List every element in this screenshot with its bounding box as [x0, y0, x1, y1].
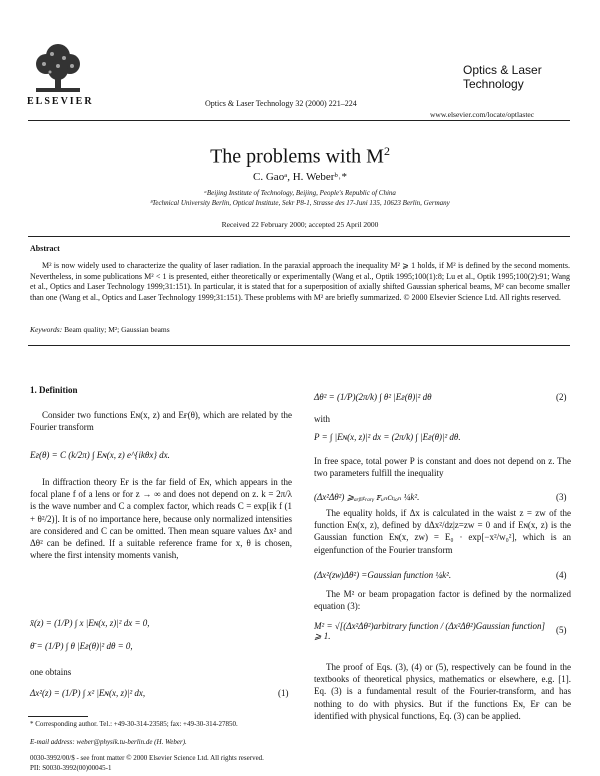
equation-thetabar: θ̄ = (1/P) ∫ θ |Eғ(θ)|² dθ = 0,	[30, 641, 133, 651]
paper-authors: C. Gaoᵃ, H. Weberᵇ˒*	[253, 171, 347, 183]
affiliation-b: ᵇTechnical University Berlin, Optical Institute, Sekr P8-1, Strasse des 17-Juni 135, 10623 Berlin, Germany	[150, 199, 450, 207]
publisher-name: ELSEVIER	[27, 96, 94, 107]
footnote-email: E-mail address: weber@physik.tu-berlin.de (H. Weber).	[30, 738, 187, 746]
equation-2-number: (2)	[556, 392, 567, 402]
equation-5: M² = √[(Δx²Δθ²)arbitrary function / (Δx²Δθ²)Gaussian function] ⩾ 1.	[314, 621, 545, 641]
abstract-heading: Abstract	[30, 244, 60, 253]
right-paragraph-1: In free space, total power P is constant and does not depend on z. The two parameters fulfill the inequality	[314, 456, 571, 479]
footer-copyright: 0030-3992/00/$ - see front matter © 2000 Elsevier Science Ltd. All rights reserved.	[30, 754, 264, 762]
left-paragraph-1: Consider two functions Eɴ(x, z) and Eғ(θ), which are related by the Fourier transform	[30, 410, 292, 433]
journal-url[interactable]: www.elsevier.com/locate/optlastec	[430, 110, 535, 119]
elsevier-tree-logo	[28, 42, 88, 104]
keywords-line	[30, 325, 170, 334]
left-paragraph-2: In diffraction theory Eғ is the far field of Eɴ, which appears in the focal plane f of a lens or for z → ∞ and does not depend on z. k = 2π/λ is the wave number and C a complex factor, which reads C = exp[ik f (1 + θ²/2)]. It is of no importance here, because only normalized intensities are considered and C can be omitted. Then mean square values Δx² and Δθ² can be defined. If a suitable reference frame for x, θ is chosen, where the first intensity moments vanish,	[30, 477, 292, 561]
equation-4: (Δx²(zᴡ)Δθ²) =Gaussian function ¼k².	[314, 570, 452, 580]
equation-fourier: Eғ(θ) = C (k/2π) ∫ Eɴ(x, z) e^{ikθx} dx.	[30, 450, 170, 460]
keywords-label: Keywords:	[30, 325, 63, 334]
section-heading: 1. Definition	[30, 385, 78, 395]
paper-title	[0, 144, 600, 169]
received-dates: Received 22 February 2000; accepted 25 April 2000	[221, 220, 379, 229]
equation-3-number: (3)	[556, 492, 567, 502]
equation-power: P = ∫ |Eɴ(x, z)|² dx = (2π/k) ∫ |Eғ(θ)|² dθ.	[314, 432, 461, 442]
footer-pii: PII: S0030-3992(00)00045-1	[30, 764, 112, 772]
equation-xbar: x̄(z) = (1/P) ∫ x |Eɴ(x, z)|² dx = 0,	[30, 618, 150, 628]
journal-brand	[463, 63, 542, 91]
keywords-text: Beam quality; M²; Gaussian beams	[64, 325, 170, 334]
equation-2: Δθ² = (1/P)(2π/k) ∫ θ² |Eғ(θ)|² dθ	[314, 392, 432, 402]
right-paragraph-3: The M² or beam propagation factor is defined by the normalized equation (3):	[314, 589, 571, 612]
equation-3: (Δx²Δθ²) ⩾ₐᵣᵦᵢₜᵣₐᵣᵧ ꜰᵤₙᴄₜᵢₒₙ ¼k².	[314, 492, 420, 502]
equation-1: Δx²(z) = (1/P) ∫ x² |Eɴ(x, z)|² dx,	[30, 688, 146, 698]
right-paragraph-4: The proof of Eqs. (3), (4) or (5), respectively can be found in the textbooks of theoretical physics, mathematics or elsewhere, e.g. [1]. Eq. (3) is a fundamental result of the Fourier-transform, and has nothing to do with physics. But if the functions Eɴ, Eғ can be identified with physical functions, Eq. (3) can be applied.	[314, 662, 571, 721]
equation-1-number: (1)	[278, 688, 289, 698]
header-rule	[28, 120, 570, 121]
abstract-top-rule	[28, 236, 570, 237]
right-paragraph-2: The equality holds, if Δx is calculated in the waist z = zᴡ of the function Eɴ(x, z), defined by dΔx²/dz|z=zᴡ = 0 and if Eɴ(x, z) is the Gaussian function Eɴ(x, zᴡ) = E₀ · exp[−x²/w₀²], which is an eigenfunction of the Fourier transform	[314, 508, 571, 555]
journal-citation: Optics & Laser Technology 32 (2000) 221–224	[205, 99, 357, 108]
affiliation-a: ᵃBeijing Institute of Technology, Beijing, People's Republic of China	[204, 189, 396, 197]
footnote-corresponding: * Corresponding author. Tel.: +49-30-314-23585; fax: +49-30-314-27850.	[30, 720, 238, 728]
left-paragraph-3: one obtains	[30, 667, 72, 677]
right-with: with	[314, 414, 331, 424]
equation-4-number: (4)	[556, 570, 567, 580]
equation-5-number: (5)	[556, 625, 567, 635]
journal-brand-line2: Technology	[463, 77, 524, 91]
paper-title-text: The problems with M	[210, 145, 384, 168]
abstract-bottom-rule	[28, 345, 570, 346]
paper-title-sup: 2	[383, 144, 390, 158]
abstract-text: M² is now widely used to characterize the quality of laser radiation. In the paraxial approach the inequality M² ⩾ 1 holds, if M² is defined by the second moments. Nevertheless, in some publications M² < 1 is presented, either theoretically or experimentally (Wang et al., Optik 1995;100(1):8; Lu et al., Optik 1995;100(2):91; Wang et al., Optics and Laser Technology 1999;31:151). In particular, it is stated that for a superposition of axially shifted Gaussian spherical beams, M² can become smaller than one (Wang et al., Optics and Laser Technology 1999;31:151). These problems with M² are briefly summarized. © 2000 Elsevier Science Ltd. All rights reserved.	[30, 261, 570, 303]
footnote-rule	[28, 716, 88, 717]
journal-brand-line1: Optics & Laser	[463, 63, 542, 77]
